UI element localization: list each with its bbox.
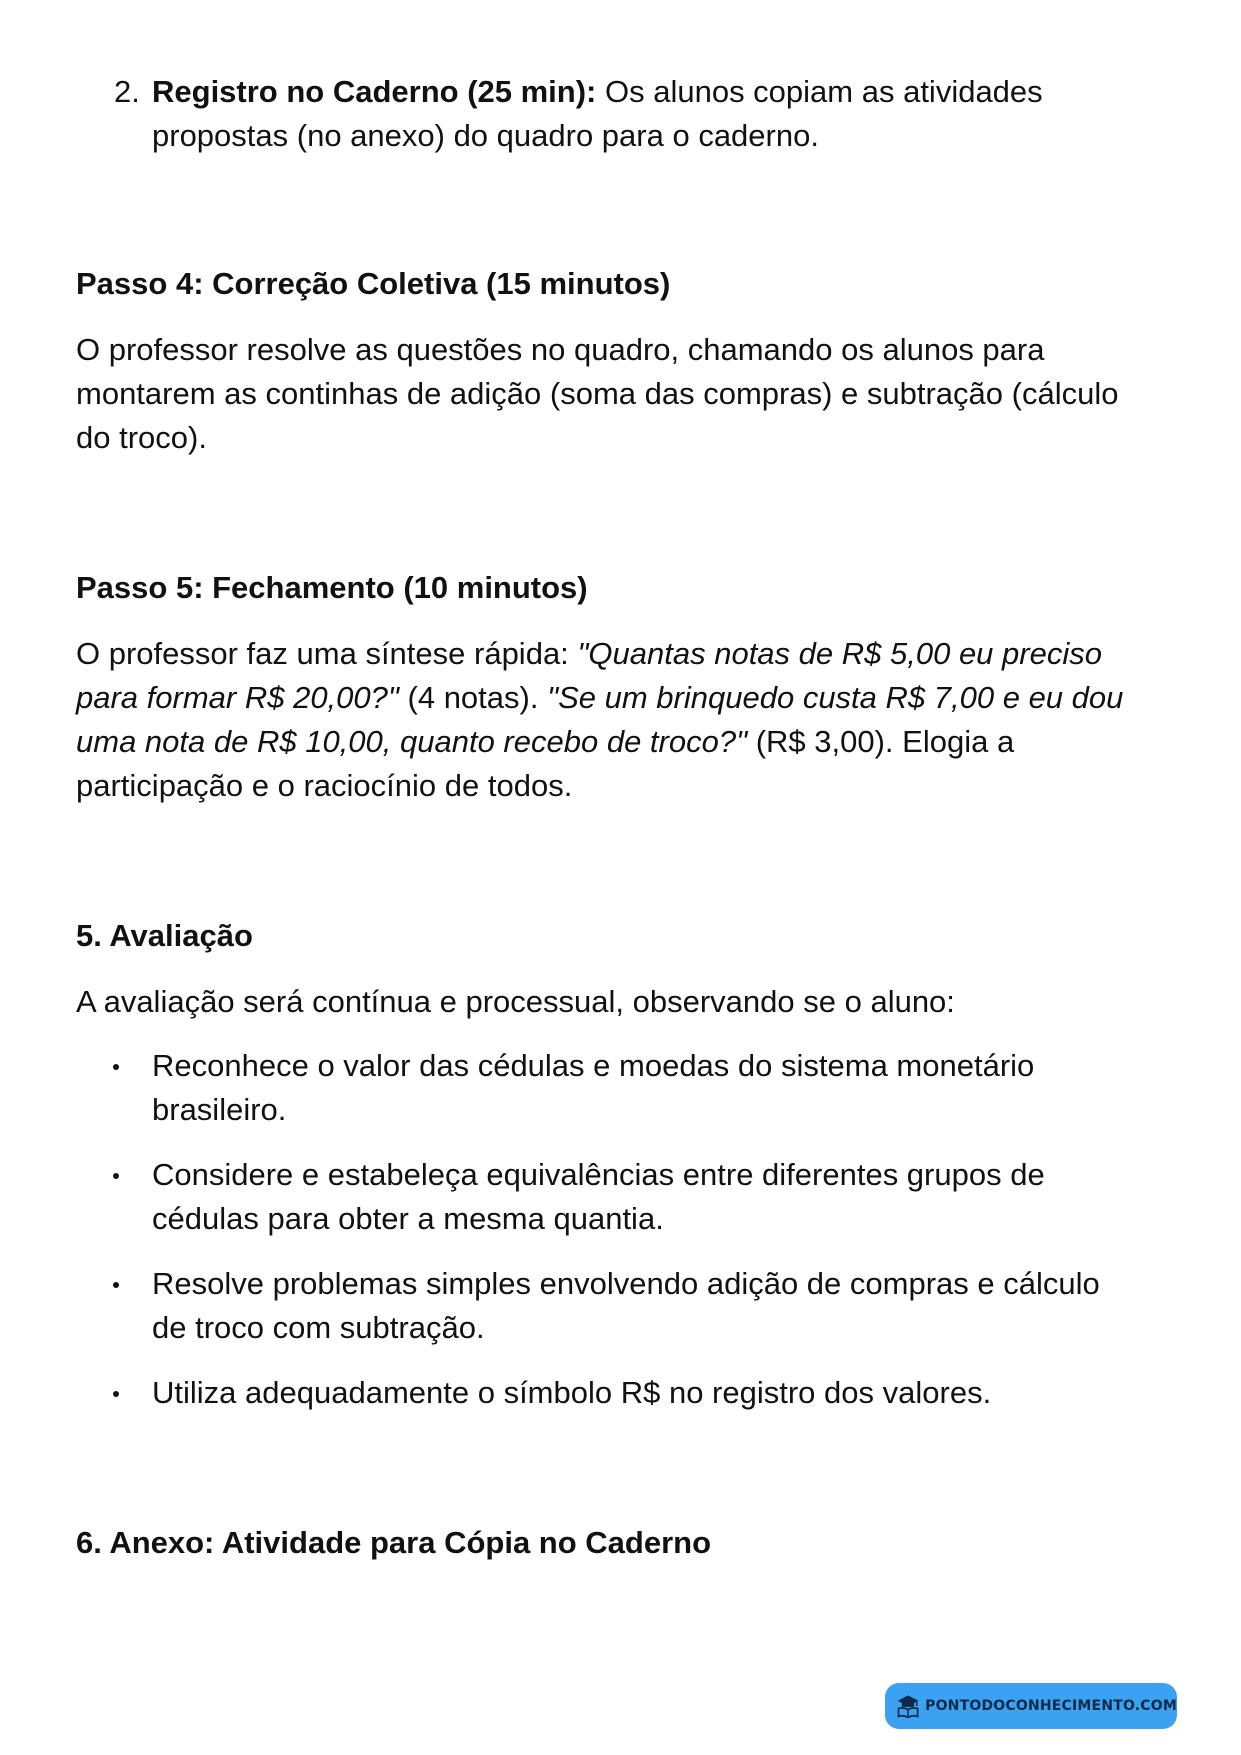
site-url: PONTODOCONHECIMENTO.COM: [925, 1698, 1177, 1714]
list-item-text: Os alunos copiam as atividades propostas (no anexo) do quadro para o caderno.: [152, 74, 1043, 153]
list-item: [76, 1371, 1136, 1415]
list-item: [76, 1153, 1136, 1241]
list-item-text: Resolve problemas simples envolvendo adição de compras e cálculo de troco com subtração.: [152, 1266, 1100, 1345]
site-badge[interactable]: [885, 1683, 1177, 1729]
list-number: 2.: [114, 74, 140, 109]
step4-heading: Passo 4: Correção Coletiva (15 minutos): [76, 266, 671, 301]
list-item: [76, 1044, 1136, 1132]
list-item: [76, 1262, 1136, 1350]
bullet-icon: [113, 1391, 119, 1397]
step5-heading: Passo 5: Fechamento (10 minutos): [76, 570, 588, 605]
list-item-text: Utiliza adequadamente o símbolo R$ no registro dos valores.: [152, 1375, 992, 1410]
section5-heading: 5. Avaliação: [76, 918, 253, 953]
list-item-text: Considere e estabeleça equivalências entre diferentes grupos de cédulas para obter a mesma quantia.: [152, 1157, 1045, 1236]
section5-intro: A avaliação será contínua e processual, observando se o aluno:: [76, 984, 955, 1019]
document-page: [76, 70, 1136, 1565]
step4-paragraph: O professor resolve as questões no quadro, chamando os alunos para montarem as continhas de adição (soma das compras) e subtração (cálculo do troco).: [76, 332, 1119, 455]
step5-question-1: "Quantas notas de R$ 5,00 eu preciso para formar R$ 20,00?": [76, 636, 1102, 715]
evaluation-list: [76, 1044, 1136, 1415]
list-item-registro: [76, 70, 1136, 158]
bullet-icon: [113, 1173, 119, 1179]
step5-answer-1: (4 notas).: [398, 680, 548, 715]
list-item-title: Registro no Caderno (25 min):: [152, 74, 597, 109]
step5-paragraph: [76, 632, 1136, 808]
bullet-icon: [113, 1282, 119, 1288]
bullet-icon: [113, 1064, 119, 1070]
step5-question-2: "Se um brinquedo custa R$ 7,00 e eu dou uma nota de R$ 10,00, quanto recebo de troco?": [76, 680, 1124, 759]
graduation-book-icon: [895, 1691, 921, 1721]
list-item-text: Reconhece o valor das cédulas e moedas do sistema monetário brasileiro.: [152, 1048, 1035, 1127]
step5-intro: O professor faz uma síntese rápida:: [76, 636, 578, 671]
step5-answer-2: (R$ 3,00). Elogia a participação e o raciocínio de todos.: [76, 724, 1015, 803]
section6-heading: 6. Anexo: Atividade para Cópia no Caderno: [76, 1525, 712, 1560]
